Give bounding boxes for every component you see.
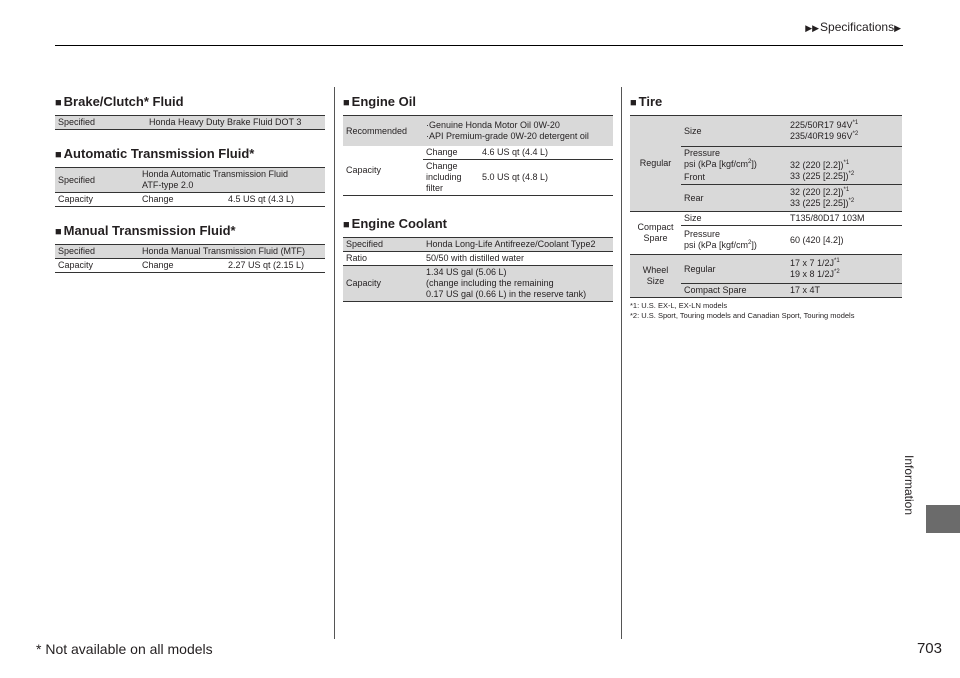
- cell-value: 50/50 with distilled water: [423, 252, 613, 266]
- section-title: ■ Tire: [630, 94, 663, 109]
- cell-value: T135/80D17 103M: [787, 212, 902, 226]
- mtf-table: [55, 244, 325, 273]
- cell-value: 225/50R17 $94V^{*1}$ 235/40R19 $96V^{*2}$: [787, 116, 902, 147]
- cell-label: Size: [681, 116, 787, 147]
- square-bullet-icon: ■: [630, 97, 637, 109]
- footer-note: * Not available on all models: [36, 641, 213, 657]
- cell-value: ·Genuine Honda Motor Oil 0W-20 ·API Premium-grade 0W-20 detergent oil: [423, 116, 613, 147]
- cell-label: Change: [423, 146, 479, 160]
- cell-label: Capacity: [58, 194, 94, 204]
- section-title: ■ Engine Oil: [343, 94, 416, 109]
- page-number: 703: [916, 640, 942, 657]
- cell-value: 60 (420 [4.2]): [790, 234, 844, 245]
- section-brake-fluid: [55, 94, 325, 130]
- cell-label: Capacity: [343, 266, 423, 302]
- section-tab[interactable]: [926, 505, 960, 533]
- triangle-right-icon: ▶: [894, 23, 901, 33]
- column-divider: [334, 87, 335, 639]
- square-bullet-icon: ■: [343, 97, 350, 109]
- footnote-1: *1: U.S. EX-L, EX-LN models: [630, 301, 728, 310]
- cell-label: Specified: [55, 168, 139, 193]
- cell-label: Change: [142, 260, 174, 270]
- cell-label: Regular: [630, 116, 681, 212]
- cell-label: Change including filter: [426, 161, 462, 193]
- cell-value: 32 (220 [2.2])$^{*1}$ 33 (225 [2.25])$^{*2}$: [787, 185, 902, 212]
- section-engine-oil: [343, 94, 613, 196]
- engine-oil-table: [343, 115, 613, 196]
- cell-value: Honda Long-Life Antifreeze/Coolant Type2: [423, 238, 613, 252]
- side-section-label: Information: [902, 455, 916, 516]
- cell-value: 1.34 US gal (5.06 L) (change including the remaining 0.17 US gal (0.66 L) in the reserve tank): [423, 266, 613, 302]
- section-title: ■ Manual Transmission Fluid*: [55, 223, 236, 238]
- cell-label: Size: [681, 212, 787, 226]
- square-bullet-icon: ■: [343, 219, 350, 231]
- breadcrumb-label: Specifications: [820, 20, 895, 34]
- column-engine: [343, 94, 613, 318]
- square-bullet-icon: ■: [55, 226, 62, 238]
- cell-value: 5.0 US qt (4.8 L): [482, 172, 549, 182]
- column-fluids: [55, 94, 325, 289]
- cell-value: Honda Manual Transmission Fluid (MTF): [139, 245, 325, 259]
- cell-value: 32 (220 [2.2])$^{*1}$ 33 (225 [2.25])$^{*2}$: [787, 147, 902, 185]
- header-rule: [55, 45, 903, 46]
- section-mtf: [55, 223, 325, 273]
- cell-value: 17 x 7 $1/2J^{*1}$ 19 x 8 $1/2J^{*2}$: [787, 255, 902, 284]
- square-bullet-icon: ■: [55, 97, 62, 109]
- cell-label: Wheel Size: [630, 255, 681, 298]
- cell-label: Specified: [55, 245, 139, 259]
- cell-value: Honda Automatic Transmission Fluid ATF-type 2.0: [139, 168, 325, 193]
- section-atf: [55, 146, 325, 207]
- column-divider: [621, 87, 622, 639]
- section-title: ■ Automatic Transmission Fluid*: [55, 146, 255, 161]
- cell-label: Specified: [55, 116, 146, 130]
- cell-label: Pressure psi (kPa $[kgf/cm^2]$): [681, 147, 787, 172]
- tire-table: [630, 115, 902, 298]
- cell-value: 4.6 US qt (4.4 L): [479, 146, 613, 160]
- brake-fluid-table: [55, 115, 325, 130]
- cell-label: Capacity: [343, 146, 423, 196]
- cell-value: 2.27 US qt (2.15 L): [228, 260, 305, 270]
- triangle-right-icon: ▶▶: [805, 23, 820, 33]
- cell-value: 4.5 US qt (4.3 L): [228, 194, 295, 204]
- engine-coolant-table: [343, 237, 613, 302]
- cell-label: Regular: [681, 255, 787, 284]
- cell-label: Change: [142, 194, 174, 204]
- cell-value: Honda Heavy Duty Brake Fluid DOT 3: [146, 116, 325, 130]
- cell-label: Compact Spare: [630, 212, 681, 255]
- cell-label: Rear: [681, 185, 787, 212]
- tire-footnotes: [630, 301, 902, 321]
- cell-label: Specified: [343, 238, 423, 252]
- atf-table: [55, 167, 325, 207]
- cell-label: Compact Spare: [681, 284, 787, 298]
- cell-value: 17 x 4T: [787, 284, 902, 298]
- cell-label: Ratio: [343, 252, 423, 266]
- section-title: ■ Brake/Clutch* Fluid: [55, 94, 184, 109]
- breadcrumb[interactable]: [805, 20, 902, 34]
- cell-label: Recommended: [343, 116, 423, 147]
- footnote-2: *2: U.S. Sport, Touring models and Canadian Sport, Touring models: [630, 311, 855, 320]
- cell-label: Pressure psi (kPa $[kgf/cm^2]$): [684, 229, 757, 250]
- column-tire: [630, 94, 902, 321]
- section-title: ■ Engine Coolant: [343, 216, 447, 231]
- square-bullet-icon: ■: [55, 149, 62, 161]
- section-engine-coolant: [343, 216, 613, 302]
- cell-label: Capacity: [58, 260, 94, 270]
- cell-label: Front: [681, 171, 787, 185]
